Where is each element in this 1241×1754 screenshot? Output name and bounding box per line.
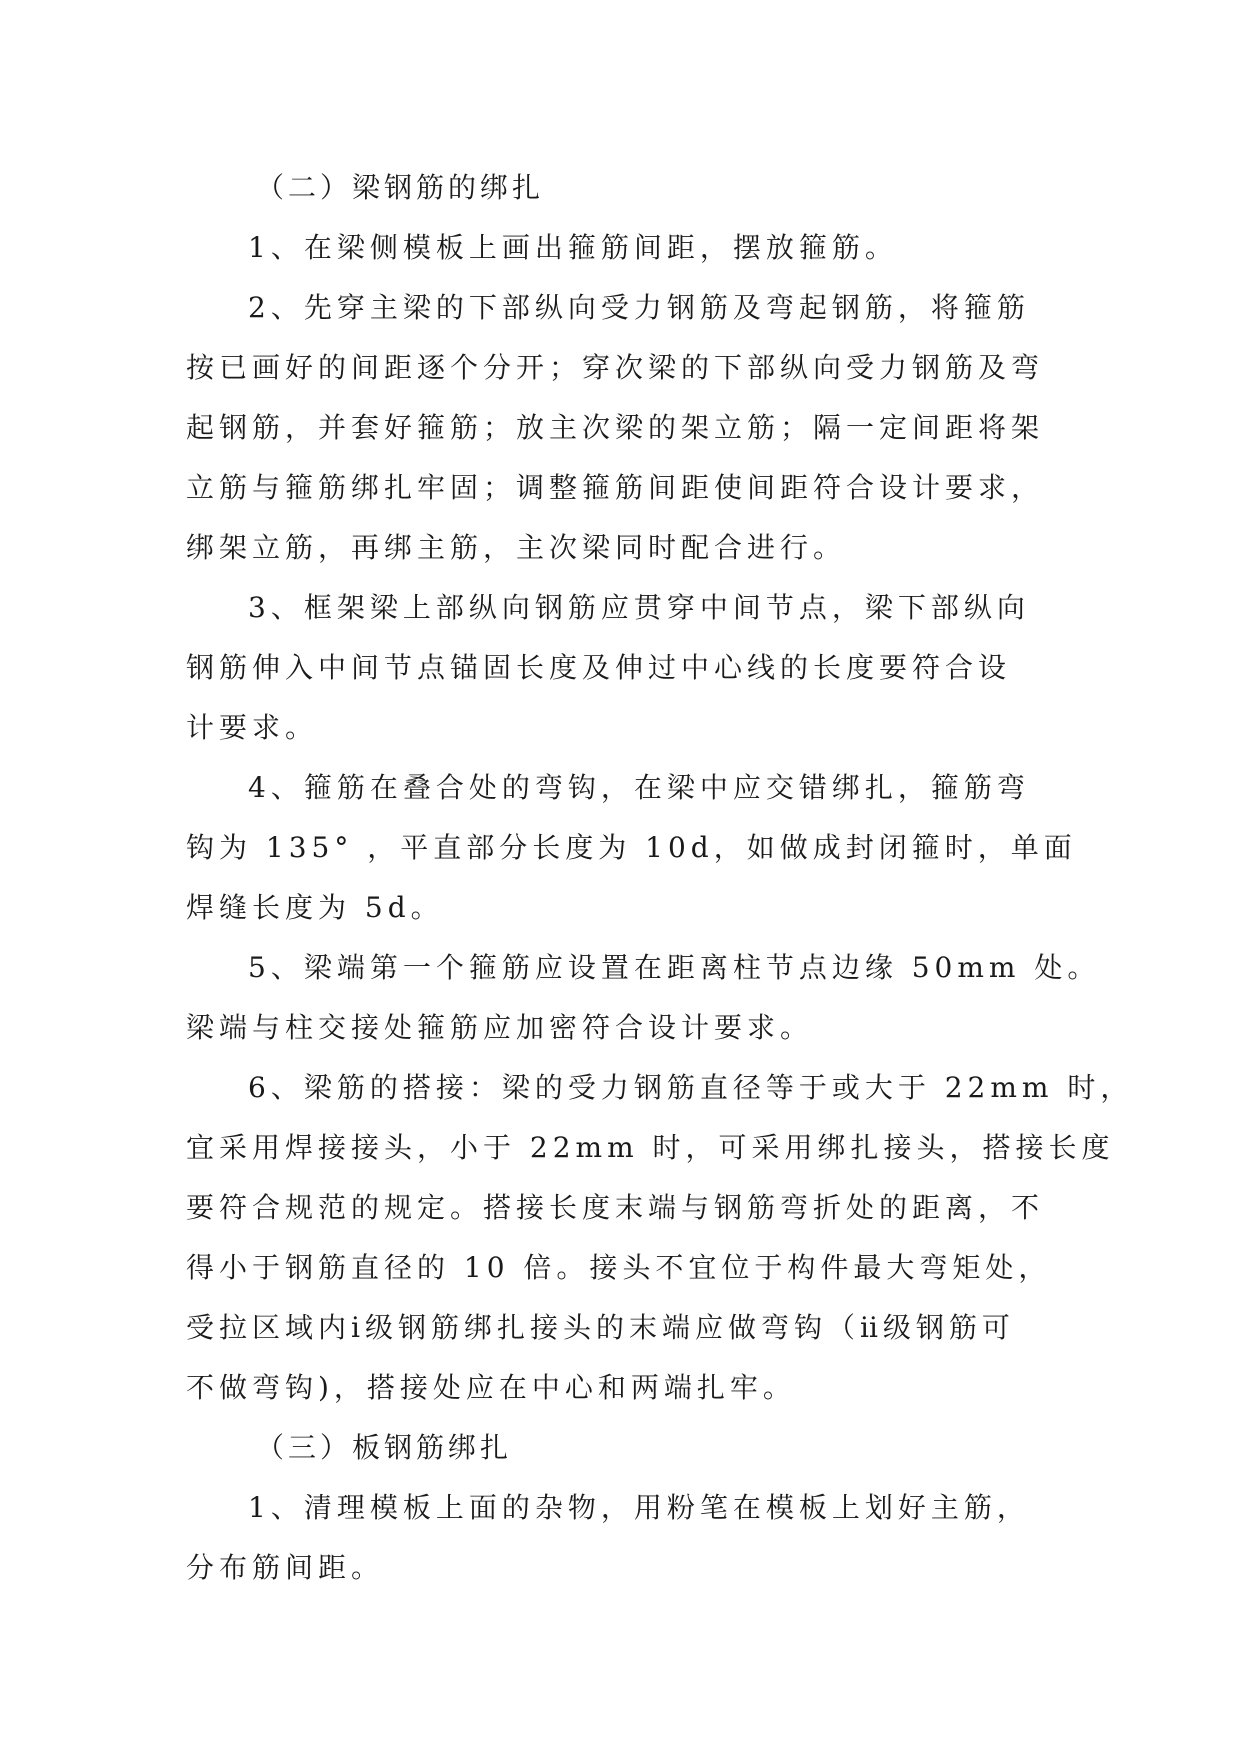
paragraph-line: 得小于钢筋直径的 10 倍。接头不宜位于构件最大弯矩处， (186, 1251, 1052, 1284)
paragraph-line: 1、清理模板上面的杂物，用粉笔在模板上划好主筋， (248, 1491, 1030, 1524)
paragraph-line: 2、先穿主梁的下部纵向受力钢筋及弯起钢筋，将箍筋 (248, 291, 1030, 324)
heading-text: （三）板钢筋绑扎 (256, 1431, 513, 1464)
paragraph-line: 要符合规范的规定。搭接长度末端与钢筋弯折处的距离，不 (186, 1191, 1045, 1224)
paragraph-line: 起钢筋，并套好箍筋；放主次梁的架立筋；隔一定间距将架 (186, 411, 1045, 444)
paragraph-line: 1、在梁侧模板上画出箍筋间距，摆放箍筋。 (248, 231, 898, 264)
paragraph-line: 4、箍筋在叠合处的弯钩，在梁中应交错绑扎，箍筋弯 (248, 771, 1030, 804)
paragraph-line: 6、梁筋的搭接：梁的受力钢筋直径等于或大于 22mm 时， (248, 1071, 1134, 1104)
paragraph-line: 钩为 135° ，平直部分长度为 10d，如做成封闭箍时，单面 (186, 831, 1077, 864)
paragraph-6 (186, 1058, 1134, 1418)
paragraph-5 (186, 938, 1101, 1058)
heading-text: （二）梁钢筋的绑扎 (256, 171, 545, 204)
paragraph-line: 绑架立筋，再绑主筋，主次梁同时配合进行。 (186, 531, 847, 564)
paragraph-line: 分布筋间距。 (186, 1551, 385, 1584)
paragraph-line: 计要求。 (186, 711, 319, 744)
paragraph-line: 3、框架梁上部纵向钢筋应贯穿中间节点，梁下部纵向 (248, 591, 1030, 624)
paragraph-line: 钢筋伸入中间节点锚固长度及伸过中心线的长度要符合设 (186, 651, 1012, 684)
paragraph-2 (186, 278, 1056, 578)
paragraph-line: 5、梁端第一个箍筋应设置在距离柱节点边缘 50mm 处。 (248, 951, 1101, 984)
paragraph-line: 梁端与柱交接处箍筋应加密符合设计要求。 (186, 1011, 814, 1044)
document-body (186, 158, 1134, 1598)
paragraph-line: 按已画好的间距逐个分开；穿次梁的下部纵向受力钢筋及弯 (186, 351, 1045, 384)
paragraph-line: 不做弯钩)，搭接处应在中心和两端扎牢。 (186, 1371, 796, 1404)
paragraph-line: 宜采用焊接接头，小于 22mm 时，可采用绑扎接头，搭接长度 (186, 1131, 1115, 1164)
paragraph-1 (186, 218, 1056, 278)
paragraph-line: 受拉区域内ⅰ级钢筋绑扎接头的末端应做弯钩（ⅱ级钢筋可 (186, 1311, 1015, 1344)
paragraph-3 (186, 578, 1056, 758)
paragraph-line: 焊缝长度为 5d。 (186, 891, 444, 924)
paragraph-4 (186, 758, 1077, 938)
section-heading-slab (186, 1418, 1056, 1478)
section-heading-beam (186, 158, 1056, 218)
paragraph-7 (186, 1478, 1056, 1598)
paragraph-line: 立筋与箍筋绑扎牢固；调整箍筋间距使间距符合设计要求， (186, 471, 1045, 504)
